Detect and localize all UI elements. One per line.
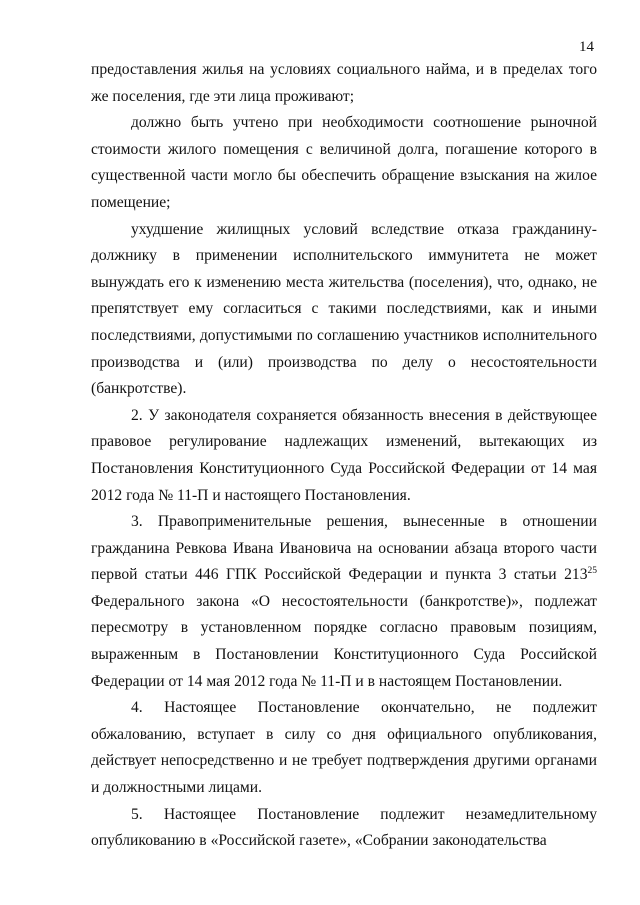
- paragraph-item-5: 5. Настоящее Постановление подлежит незамедлительному опубликованию в «Российской газете», «Собрании законодательства: [91, 805, 597, 850]
- page-number: 14: [579, 39, 594, 55]
- document-body: [91, 57, 597, 855]
- paragraph-item-3-text-before: 3. Правоприменительные решения, вынесенные в отношении гражданина Ревкова Ивана Ивановича на основании абзаца второго части первой статьи 446 ГПК Российской Федерации и пункта 3 статьи 213: [91, 513, 597, 584]
- paragraph-item-2: 2. У законодателя сохраняется обязанность внесения в действующее правовое регулирование надлежащих изменений, вытекающих из Постановления Конституционного Суда Российской Федерации от 14 мая 2012 года № 11-П и настоящего Постановления.: [91, 406, 597, 504]
- paragraph-housing-conditions: ухудшение жилищных условий вследствие отказа гражданину-должнику в применении исполнительского иммунитета не может вынуждать его к изменению места жительства (поселения), что, однако, не препятствует ему согласиться с такими последствиями, как и иными последствиями, допустимыми по соглашению участников исполнительного производства и (или) производства по делу о несостоятельности (банкротстве).: [91, 220, 597, 398]
- paragraph-continuation: предоставления жилья на условиях социального найма, и в пределах того же поселения, где эти лица проживают;: [91, 61, 597, 105]
- paragraph-market-value: должно быть учтено при необходимости соотношение рыночной стоимости жилого помещения с величиной долга, погашение которого в существенной части могло бы обеспечить обращение взыскания на жилое помещение;: [91, 114, 597, 211]
- paragraph-item-4: 4. Настоящее Постановление окончательно, не подлежит обжалованию, вступает в силу со дня официального опубликования, действует непосредственно и не требует подтверждения другими органами и должностными лицами.: [91, 699, 597, 797]
- paragraph-item-3: [91, 509, 597, 695]
- article-superscript: 25: [587, 566, 597, 577]
- paragraph-item-3-text-after: Федерального закона «О несостоятельности (банкротстве)», подлежат пересмотру в установленном порядке согласно правовым позициям, выраженным в Постановлении Конституционного Суда Российской Федерации от 14 мая 2012 года № 11-П и в настоящем Постановлении.: [91, 592, 597, 690]
